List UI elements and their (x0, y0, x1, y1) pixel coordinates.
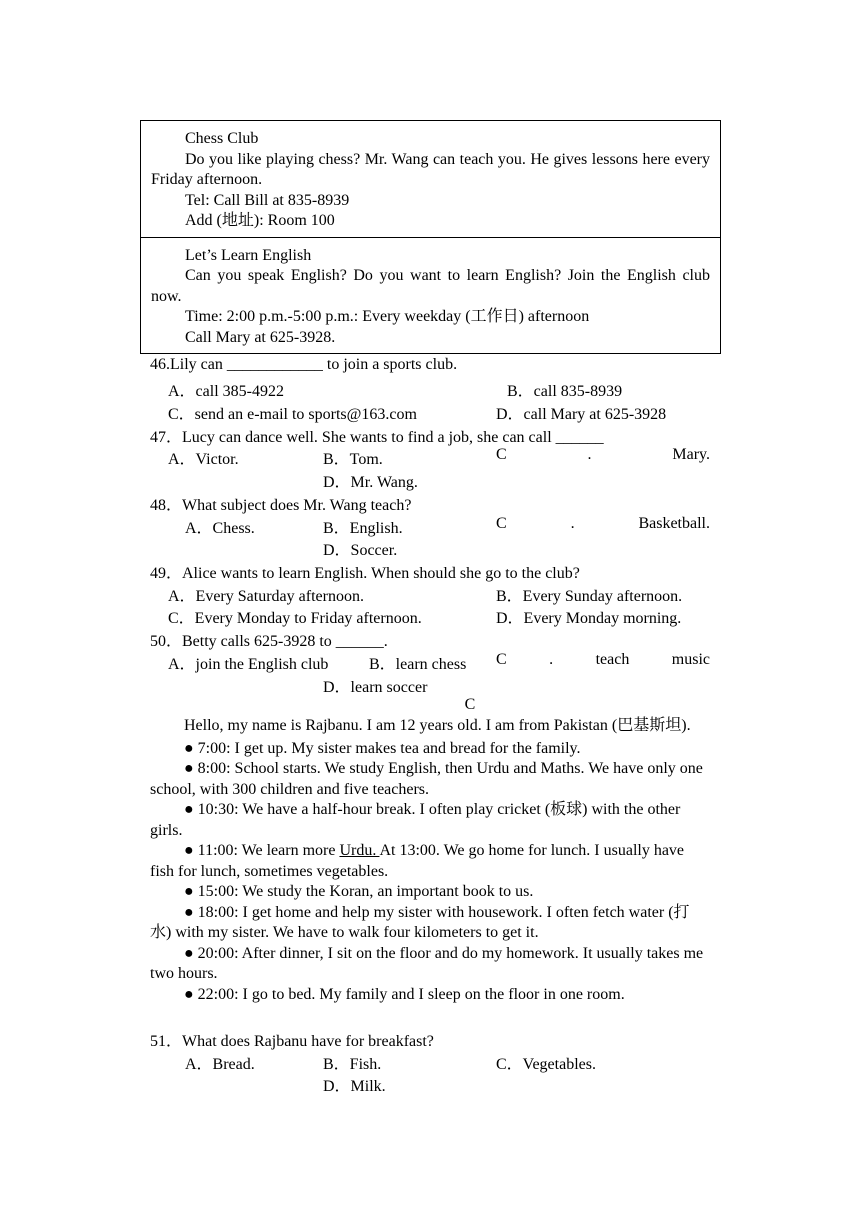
q50-stem: 50．Betty calls 625-3928 to ______. (150, 633, 388, 650)
english-club-title: Let’s Learn English (185, 246, 312, 264)
chess-club-body: Do you like playing chess? Mr. Wang can teach you. He gives lessons here every Friday afternoon. (151, 150, 710, 188)
q50-option-c-word2: music (671, 651, 710, 668)
q46-option-d: D．call Mary at 625-3928 (496, 406, 667, 423)
passage-1030: ● 10:30: We have a half-hour break. I often play cricket (板球) with the other girls. (150, 801, 681, 839)
chess-club-title: Chess Club (185, 130, 259, 147)
q48-option-c (496, 515, 710, 533)
q49-stem: 49．Alice wants to learn English. When should she go to the club? (150, 565, 580, 582)
q47-option-d: D．Mr. Wang. (323, 474, 418, 491)
chess-club-tel: Tel: Call Bill at 835-8939 (185, 191, 350, 209)
q46-stem: 46.Lily can ____________ to join a sports club. (150, 356, 458, 373)
ads-table (140, 120, 721, 354)
english-club-call: Call Mary at 625-3928. (185, 328, 336, 346)
chess-club-ad (140, 120, 721, 238)
q49-option-d: D．Every Monday morning. (496, 610, 682, 627)
q48-option-a: A．Chess. (185, 520, 255, 537)
passage-20: ● 20:00: After dinner, I sit on the floor and do my homework. It usually takes me two hours. (150, 944, 704, 982)
english-club-ad (140, 238, 721, 355)
q48-option-c-text: Basketball. (638, 515, 710, 532)
q51-option-d: D．Milk. (323, 1078, 386, 1095)
q49-option-c: C．Every Monday to Friday afternoon. (168, 610, 422, 627)
q47-option-b: B．Tom. (323, 451, 383, 468)
q48-option-c-letter: C (496, 515, 507, 532)
q48-option-c-dot: . (570, 515, 575, 532)
section-label: C (464, 696, 476, 713)
q47-option-c-dot: . (587, 446, 592, 463)
q50-option-a: A．join the English club (168, 656, 329, 673)
q47-option-a: A．Victor. (168, 451, 239, 468)
passage-15: ● 15:00: We study the Koran, an important book to us. (184, 883, 534, 900)
passage-18: ● 18:00: I get home and help my sister with housework. I often fetch water (打水) with my sister. We have to walk four kilometers to get it. (150, 903, 690, 941)
passage-11am-start: ● 11:00: We learn more (184, 842, 340, 859)
q48-stem: 48．What subject does Mr. Wang teach? (150, 497, 412, 514)
q47-option-c (496, 446, 710, 464)
passage-11am-end: At 13:00. We go home for lunch. I usually have fish for lunch, sometimes vegetables. (150, 842, 685, 880)
passage-7am: ● 7:00: I get up. My sister makes tea and bread for the family. (184, 739, 581, 757)
chess-club-address: Add (地址): Room 100 (185, 212, 335, 229)
passage-11am (150, 841, 710, 882)
urdu-underlined: Urdu. (339, 842, 380, 859)
q50-option-c-letter: C (496, 651, 507, 668)
passage-8am: ● 8:00: School starts. We study English, then Urdu and Maths. We have only one school, with 300 children and five teachers. (150, 760, 703, 798)
q48-option-d: D．Soccer. (323, 542, 398, 559)
passage-22: ● 22:00: I go to bed. My family and I sleep on the floor in one room. (184, 985, 625, 1003)
english-club-time: Time: 2:00 p.m.-5:00 p.m.: Every weekday (工作日) afternoon (185, 308, 590, 325)
q46-option-a: A．call 385-4922 (168, 383, 284, 400)
q50-option-b: B．learn chess (369, 656, 467, 673)
q51-option-a: A．Bread. (185, 1056, 255, 1073)
q46-option-c: C．send an e-mail to sports@163.com (168, 406, 417, 423)
q51-stem: 51．What does Rajbanu have for breakfast? (150, 1033, 434, 1050)
q50-option-c-dot: . (549, 651, 554, 668)
q47-option-c-text: Mary. (672, 446, 710, 463)
q50-option-c-word1: teach (595, 651, 630, 668)
q50-option-d: D．learn soccer (323, 679, 428, 696)
q50-option-c (496, 651, 710, 669)
english-club-body: Can you speak English? Do you want to learn English? Join the English club now. (151, 267, 710, 305)
passage (150, 716, 710, 1005)
q47-stem: 47．Lucy can dance well. She wants to find a job, she can call ______ (150, 429, 604, 446)
q51-option-c: C．Vegetables. (496, 1056, 596, 1073)
passage-intro: Hello, my name is Rajbanu. I am 12 years old. I am from Pakistan (巴基斯坦). (184, 717, 691, 734)
q49-option-b: B．Every Sunday afternoon. (496, 588, 683, 605)
q48-option-b: B．English. (323, 520, 403, 537)
q47-option-c-letter: C (496, 446, 507, 463)
q51-option-b: B．Fish. (323, 1056, 382, 1073)
q46-option-b: B．call 835-8939 (507, 383, 623, 400)
q49-option-a: A．Every Saturday afternoon. (168, 588, 364, 605)
